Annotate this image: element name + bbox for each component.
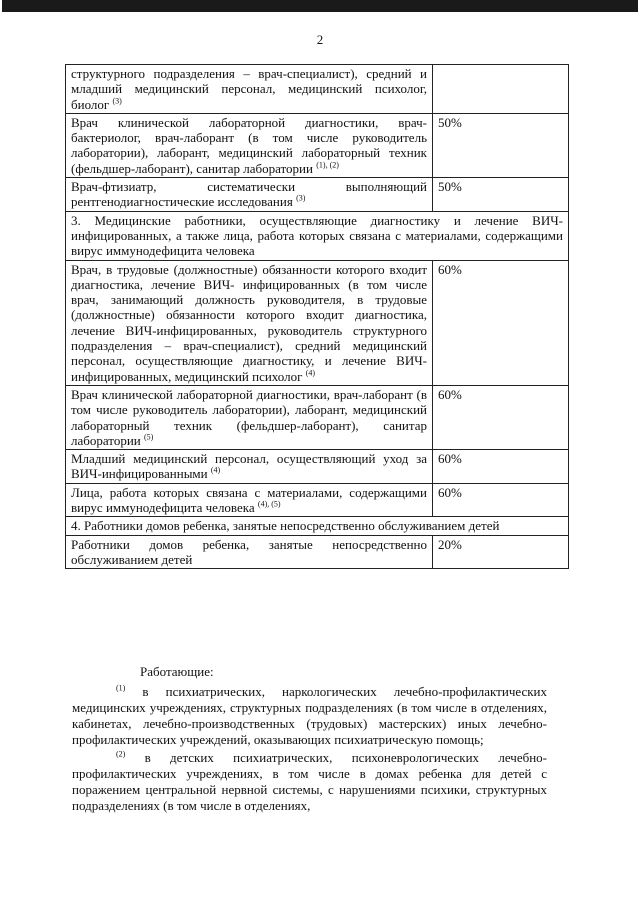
table-row <box>66 260 569 385</box>
footnote-reference: (4) <box>305 368 316 378</box>
allowance-percent: 60% <box>433 483 569 517</box>
position-text: Врач клинической лабораторной диагностики, врач-бактериолог, врач-лаборант (в том числе руководитель лаборатории), лаборант, медицинский лабораторный техник (фельдшер-лаборант), санитар лаборатории <box>71 114 427 176</box>
position-text: Врач, в трудовые (должностные) обязанности которого входит диагностика, лечение ВИЧ- инфицированных (в том числе врач, занимающий должность руководителя, в трудовые (должностные) обязанности которого входит диагностика, лечение ВИЧ-инфицированных, руководитель структурного подразделения – врач-специалист), средний медицинский персонал, осуществляющие диагностику, и лечение ВИЧ-инфицированных, медицинский психолог <box>71 261 427 384</box>
footnote-reference: (4), (5) <box>257 499 281 509</box>
position-cell <box>66 450 433 484</box>
allowance-percent: 60% <box>433 260 569 385</box>
footnote-marker: (1) <box>116 683 126 693</box>
section-heading: 4. Работники домов ребенка, занятые непосредственно обслуживанием детей <box>66 517 569 535</box>
footnotes <box>72 664 547 816</box>
table-row <box>66 65 569 114</box>
section-heading-row <box>66 211 569 260</box>
footnote-marker: (2) <box>116 749 126 759</box>
section-heading: 3. Медицинские работники, осуществляющие диагностику и лечение ВИЧ-инфицированных, а также лица, работа которых связана с материалами, содержащими вирус иммунодефицита человека <box>66 211 569 260</box>
allowance-percent: 50% <box>433 178 569 212</box>
position-text: Младший медицинский персонал, осуществляющий уход за ВИЧ-инфицированными <box>71 451 427 482</box>
position-text: Работники домов ребенка, занятые непосредственно обслуживанием детей <box>71 536 427 567</box>
position-cell <box>66 483 433 517</box>
position-cell <box>66 178 433 212</box>
allowance-table <box>65 64 569 569</box>
table-row <box>66 113 569 177</box>
section-heading-row <box>66 517 569 535</box>
footnote-reference: (5) <box>143 432 154 442</box>
scan-top-edge <box>2 0 638 12</box>
footnote-reference: (3) <box>296 194 306 204</box>
position-text: Врач-фтизиатр, систематически выполняющий рентгенодиагностические исследования <box>71 179 427 210</box>
table-row <box>66 385 569 449</box>
footnote-reference: (4) <box>210 466 221 476</box>
footnote-text: в детских психиатрических, психоневрологических лечебно-профилактических учреждениях, в том числе в домах ребенка для детей с поражением центральной нервной системы, с нарушениями психики, структурных подразделениях (в том числе в отделениях, <box>72 750 547 813</box>
position-cell <box>66 260 433 385</box>
position-cell <box>66 535 433 569</box>
footnotes-intro: Работающие: <box>140 664 214 679</box>
footnote-reference: (3) <box>112 96 122 106</box>
footnote-reference: (1), (2) <box>316 160 339 170</box>
allowance-percent: 60% <box>433 385 569 449</box>
page-number: 2 <box>316 32 324 47</box>
allowance-percent <box>433 65 569 114</box>
position-text: Лица, работа которых связана с материалами, содержащими вирус иммунодефицита человека <box>71 484 427 516</box>
allowance-table-body <box>66 65 569 569</box>
table-row <box>66 535 569 569</box>
allowance-percent: 60% <box>433 450 569 484</box>
footnote-text: в психиатрических, наркологических лечебно-профилактических медицинских учреждениях, структурных подразделениях (в том числе в отделениях, кабинетах, лечебно-производственных (трудовых) мастерских) иных лечебно-профилактических учреждений, оказывающих психиатрическую помощь; <box>72 684 547 747</box>
footnote-1 <box>72 684 547 748</box>
position-cell <box>66 65 433 114</box>
allowance-percent: 20% <box>433 535 569 569</box>
allowance-percent: 50% <box>433 113 569 177</box>
table-row <box>66 178 569 212</box>
table-row <box>66 483 569 517</box>
position-text: Врач клинической лабораторной диагностики, врач-лаборант (в том числе руководитель лаборатории), лаборант, медицинский лабораторный техник (фельдшер-лаборант), санитар лаборатории <box>71 386 427 448</box>
position-cell <box>66 385 433 449</box>
position-text: структурного подразделения – врач-специалист), средний и младший медицинский персонал, медицинский психолог, биолог <box>71 66 427 112</box>
footnote-2 <box>72 750 547 814</box>
table-row <box>66 450 569 484</box>
position-cell <box>66 113 433 177</box>
